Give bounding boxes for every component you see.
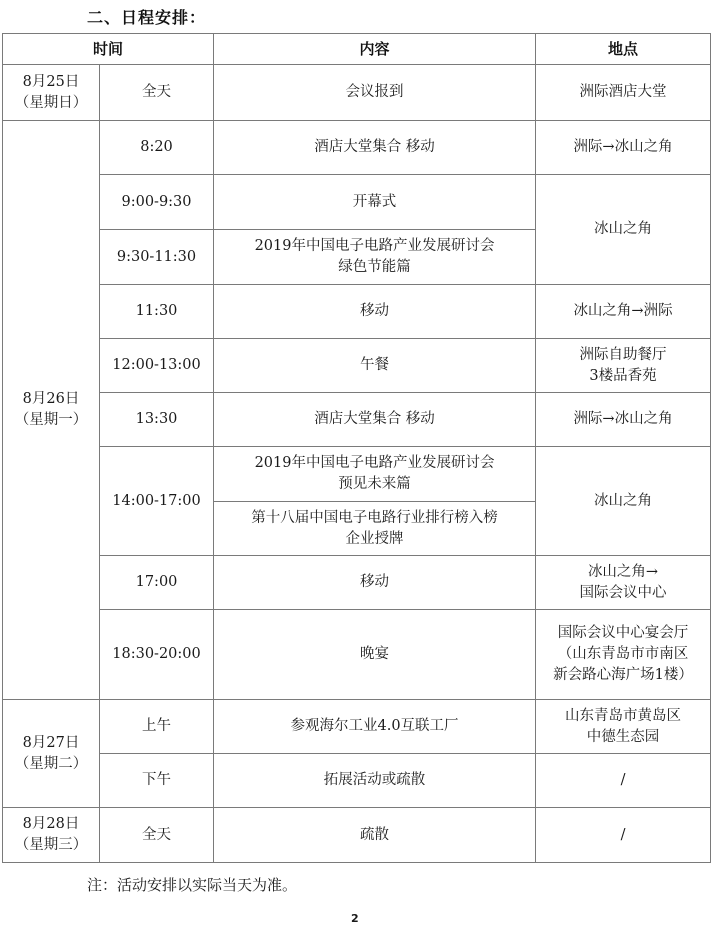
date-cell — [3, 700, 100, 808]
date-cell — [3, 808, 100, 863]
content-cell: 开幕式 — [214, 175, 536, 230]
date-cell — [3, 121, 100, 700]
weekday: （星期一） — [14, 412, 88, 428]
table-row — [3, 175, 711, 230]
location-cell: 洲际→冰山之角 — [536, 393, 711, 447]
table-row — [3, 121, 711, 175]
location-line: 中德生态园 — [586, 728, 660, 745]
content-line: 企业授牌 — [345, 530, 404, 547]
location-cell: / — [536, 808, 711, 863]
table-row — [3, 754, 711, 808]
table-row — [3, 808, 711, 863]
time-cell: 18:30-20:00 — [100, 610, 214, 700]
content-cell: 会议报到 — [214, 65, 536, 121]
content-cell: 移动 — [214, 285, 536, 339]
location-line: 洲际自助餐厅 — [579, 346, 667, 363]
location-line: 国际会议中心宴会厅 — [557, 625, 689, 641]
location-cell: 冰山之角→洲际 — [536, 285, 711, 339]
time-cell: 9:00-9:30 — [100, 175, 214, 230]
location-cell: 洲际酒店大堂 — [536, 65, 711, 121]
header-time: 时间 — [3, 34, 214, 65]
table-row — [3, 556, 711, 610]
content-line: 第十八届中国电子电路行业排行榜入榜 — [251, 509, 498, 526]
section-title: 二、日程安排： — [87, 8, 207, 27]
content-line: 预见未来篇 — [338, 476, 411, 492]
table-row — [3, 610, 711, 700]
location-line: 国际会议中心 — [579, 584, 667, 601]
date: 8月27日 — [22, 734, 80, 751]
schedule-table — [2, 33, 711, 863]
content-cell: 午餐 — [214, 339, 536, 393]
date-cell — [3, 65, 100, 121]
content-cell — [214, 447, 536, 502]
table-row — [3, 447, 711, 502]
location-cell: 洲际→冰山之角 — [536, 121, 711, 175]
location-cell — [536, 556, 711, 610]
location-cell: / — [536, 754, 711, 808]
time-cell: 11:30 — [100, 285, 214, 339]
content-cell — [214, 230, 536, 285]
content-cell: 拓展活动或疏散 — [214, 754, 536, 808]
content-cell: 移动 — [214, 556, 536, 610]
header-content: 内容 — [214, 34, 536, 65]
date: 8月28日 — [22, 816, 80, 832]
table-row — [3, 65, 711, 121]
footnote: 注：活动安排以实际当天为准。 — [87, 876, 298, 894]
location-line: 冰山之角→ — [587, 563, 659, 580]
time-cell: 13:30 — [100, 393, 214, 447]
content-cell — [214, 502, 536, 556]
time-cell: 9:30-11:30 — [100, 230, 214, 285]
content-cell: 酒店大堂集合 移动 — [214, 121, 536, 175]
content-cell: 疏散 — [214, 808, 536, 863]
table-row — [3, 339, 711, 393]
content-cell: 酒店大堂集合 移动 — [214, 393, 536, 447]
time-cell: 17:00 — [100, 556, 214, 610]
content-line: 2019年中国电子电路产业发展研讨会 — [254, 238, 495, 254]
time-cell: 8:20 — [100, 121, 214, 175]
header-location: 地点 — [536, 34, 711, 65]
location-cell — [536, 339, 711, 393]
date: 8月26日 — [22, 391, 80, 407]
content-line: 绿色节能篇 — [338, 259, 411, 275]
location-line: 3楼品香苑 — [589, 367, 657, 384]
weekday: （星期日） — [14, 94, 88, 111]
location-line: 山东青岛市黄岛区 — [565, 707, 682, 724]
location-cell: 冰山之角 — [536, 447, 711, 556]
table-header-row — [3, 34, 711, 65]
table-row — [3, 285, 711, 339]
content-cell: 晚宴 — [214, 610, 536, 700]
location-cell — [536, 610, 711, 700]
time-cell: 全天 — [100, 808, 214, 863]
location-line: （山东青岛市市南区 — [557, 646, 689, 662]
time-cell: 14:00-17:00 — [100, 447, 214, 556]
time-cell: 12:00-13:00 — [100, 339, 214, 393]
time-cell: 全天 — [100, 65, 214, 121]
time-cell: 下午 — [100, 754, 214, 808]
time-cell: 上午 — [100, 700, 214, 754]
table-row — [3, 393, 711, 447]
location-cell — [536, 700, 711, 754]
location-cell: 冰山之角 — [536, 175, 711, 285]
content-cell: 参观海尔工业4.0互联工厂 — [214, 700, 536, 754]
date: 8月25日 — [22, 73, 80, 90]
weekday: （星期三） — [14, 837, 88, 853]
page-number: 2 — [351, 912, 359, 925]
content-line: 2019年中国电子电路产业发展研讨会 — [254, 455, 495, 471]
table-row — [3, 700, 711, 754]
weekday: （星期二） — [14, 755, 88, 772]
location-line: 新会路心海广场1楼） — [553, 667, 693, 683]
